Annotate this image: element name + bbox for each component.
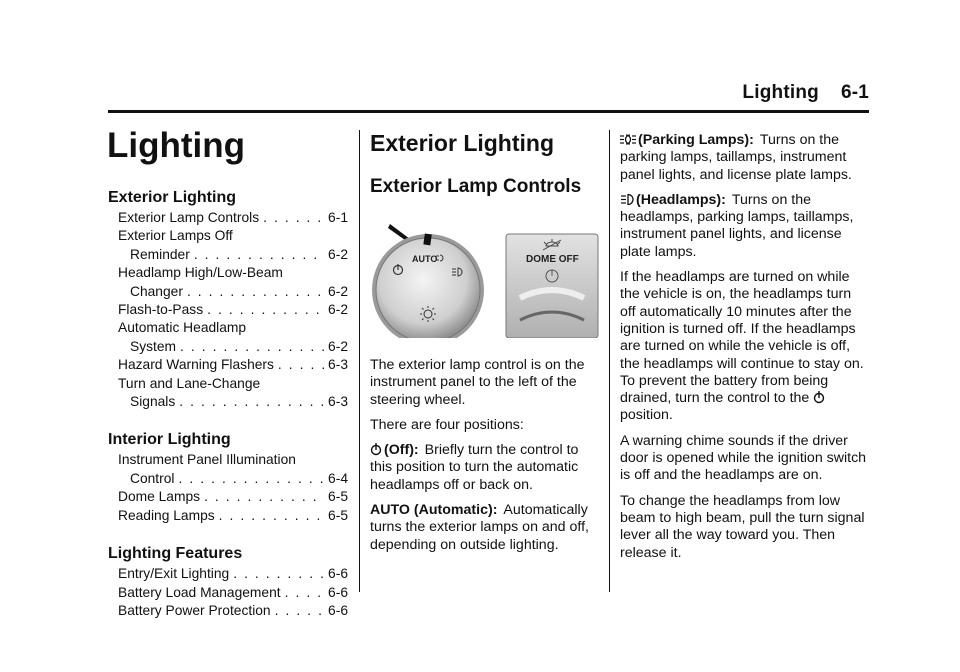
auto-off-text-end: position. bbox=[620, 407, 673, 424]
toc-entry-label: Flash-to-Pass bbox=[118, 302, 204, 318]
toc-entry-page: 6-4 bbox=[328, 470, 348, 486]
toc-entry[interactable] bbox=[118, 209, 348, 227]
toc-section-heading: Exterior Lighting bbox=[108, 189, 236, 206]
parking-lamps-icon bbox=[620, 133, 636, 146]
auto-text: Automatically turns the exterior lamps on and off, depending on outside lighting. bbox=[370, 502, 589, 553]
toc-entry-page: 6-5 bbox=[328, 489, 348, 505]
toc-entry-label: Hazard Warning Flashers bbox=[118, 357, 274, 373]
toc-entry[interactable] bbox=[130, 338, 348, 356]
running-head bbox=[742, 82, 869, 104]
chapter-title: Lighting bbox=[107, 126, 246, 165]
header-rule bbox=[108, 110, 869, 113]
running-head-section: Lighting bbox=[742, 82, 819, 103]
auto-label: AUTO bbox=[412, 254, 438, 264]
toc-entry-label: Battery Power Protection bbox=[118, 602, 271, 618]
auto-off-paragraph bbox=[620, 269, 870, 425]
toc-entry bbox=[118, 375, 348, 393]
headlamps-text: Turns on the headlamps, parking lamps, taillamps, instrument panel lights, and license plate lamps. bbox=[620, 191, 854, 260]
toc-entry[interactable] bbox=[118, 507, 348, 525]
toc-entry-page: 6-3 bbox=[328, 394, 348, 410]
toc-entry-label: Changer bbox=[130, 283, 183, 299]
page-number: 6-1 bbox=[840, 82, 869, 103]
parking-term: (Parking Lamps): bbox=[638, 132, 754, 148]
toc-entry-label: Battery Load Management bbox=[118, 584, 281, 600]
toc-entry-page: 6-2 bbox=[328, 246, 348, 262]
toc-entry[interactable] bbox=[130, 393, 348, 411]
toc-entry-page: 6-1 bbox=[328, 210, 348, 225]
toc-leader-dots bbox=[278, 356, 324, 374]
toc-entry[interactable] bbox=[118, 488, 348, 506]
toc-entry[interactable] bbox=[118, 565, 348, 583]
content-column-2 bbox=[620, 132, 870, 570]
toc-leader-dots bbox=[204, 488, 324, 506]
toc-entry-label: Turn and Lane-Change bbox=[118, 375, 261, 391]
toc-section-heading: Interior Lighting bbox=[108, 431, 231, 449]
toc-entry[interactable] bbox=[118, 356, 348, 374]
toc-entry-label: Reminder bbox=[130, 246, 190, 262]
toc-entry-label: Instrument Panel Illumination bbox=[118, 452, 296, 468]
toc-entry-label: Entry/Exit Lighting bbox=[118, 566, 230, 582]
off-position-description bbox=[370, 442, 602, 494]
toc-entry-label: Control bbox=[130, 470, 175, 486]
toc-entry-label: Reading Lamps bbox=[118, 507, 215, 523]
column-divider-1 bbox=[359, 130, 360, 592]
toc-leader-dots bbox=[275, 602, 324, 620]
toc-entry-label: Headlamp High/Low-Beam bbox=[118, 265, 283, 281]
positions-intro: There are four positions: bbox=[370, 416, 524, 433]
column-divider-2 bbox=[609, 130, 610, 592]
toc-entry[interactable] bbox=[130, 246, 348, 264]
toc-entry bbox=[118, 227, 348, 245]
headlamps-position-description bbox=[620, 192, 870, 261]
toc-entry-label: Automatic Headlamp bbox=[118, 320, 247, 336]
off-term: (Off): bbox=[384, 442, 419, 459]
parking-position-description bbox=[620, 132, 870, 184]
intro-paragraph: The exterior lamp control is on the instrument panel to the left of the steering wheel. bbox=[370, 357, 585, 408]
toc-entry-label: Signals bbox=[130, 394, 176, 410]
high-beam-paragraph: To change the headlamps from low beam to high beam, pull the turn signal lever all the way toward you. Then release it. bbox=[620, 492, 865, 561]
toc-entry-page: 6-3 bbox=[328, 357, 348, 373]
dome-off-label: DOME OFF bbox=[526, 254, 579, 265]
toc-section-heading: Lighting Features bbox=[108, 545, 243, 563]
toc-entry-page: 6-6 bbox=[328, 566, 348, 582]
toc-leader-dots bbox=[207, 301, 324, 319]
toc-entry bbox=[118, 451, 348, 469]
toc-entry-page: 6-2 bbox=[328, 338, 348, 354]
toc-entry[interactable] bbox=[118, 301, 348, 319]
toc-leader-dots bbox=[179, 393, 324, 411]
toc-entry-page: 6-6 bbox=[328, 584, 348, 600]
toc-entry-label: Exterior Lamps Off bbox=[118, 228, 233, 244]
toc-column bbox=[108, 122, 348, 620]
headlamps-term: (Headlamps): bbox=[636, 191, 726, 208]
toc-entry[interactable] bbox=[130, 283, 348, 301]
content-column-1 bbox=[370, 122, 602, 562]
toc-leader-dots bbox=[194, 246, 324, 264]
dome-off-switch bbox=[506, 234, 598, 338]
parking-text: Turns on the parking lamps, taillamps, instrument panel lights, and license plate lamps. bbox=[620, 132, 852, 183]
warning-chime-paragraph: A warning chime sounds if the driver door is opened while the ignition switch is off and the headlamps are on. bbox=[620, 432, 867, 484]
toc-entry-page: 6-5 bbox=[328, 507, 348, 523]
toc-entry-label: System bbox=[130, 338, 176, 354]
toc-entry bbox=[118, 264, 348, 282]
power-off-icon bbox=[813, 390, 825, 404]
headlamp-knob bbox=[372, 234, 484, 338]
toc-entry[interactable] bbox=[118, 602, 348, 620]
auto-position-description bbox=[370, 502, 602, 554]
toc-entry-page: 6-6 bbox=[328, 602, 348, 618]
section-heading: Exterior Lighting bbox=[370, 130, 554, 156]
off-text: Briefly turn the control to this position to turn the automatic headlamps off or back on. bbox=[370, 442, 579, 493]
subsection-heading: Exterior Lamp Controls bbox=[370, 176, 582, 197]
toc-leader-dots bbox=[187, 283, 324, 301]
lamp-control-illustration bbox=[370, 220, 602, 338]
toc-entry[interactable] bbox=[130, 470, 348, 488]
toc-leader-dots bbox=[233, 565, 324, 583]
toc-leader-dots bbox=[285, 584, 324, 602]
toc-entry[interactable] bbox=[118, 584, 348, 602]
toc-leader-dots bbox=[178, 470, 324, 488]
toc-list bbox=[108, 189, 348, 620]
toc-entry-label: Dome Lamps bbox=[118, 489, 201, 505]
toc-entry bbox=[118, 319, 348, 337]
toc-leader-dots bbox=[180, 338, 324, 356]
toc-entry-page: 6-2 bbox=[328, 302, 348, 318]
auto-term: AUTO (Automatic): bbox=[370, 502, 498, 519]
toc-entry-label: Exterior Lamp Controls bbox=[118, 210, 260, 225]
toc-leader-dots bbox=[219, 507, 324, 525]
auto-off-text: If the headlamps are turned on while the vehicle is on, the headlamps turn off automatically 10 minutes after the ignition is turned off. If the headlamps are turned on while the vehicle is off, the headlamps will continue to stay on. To prevent the battery from being drained, turn the control to the bbox=[620, 269, 864, 407]
power-off-icon bbox=[370, 442, 382, 456]
toc-leader-dots bbox=[263, 209, 324, 227]
toc-entry-page: 6-2 bbox=[328, 283, 348, 299]
headlamps-icon bbox=[620, 193, 634, 206]
